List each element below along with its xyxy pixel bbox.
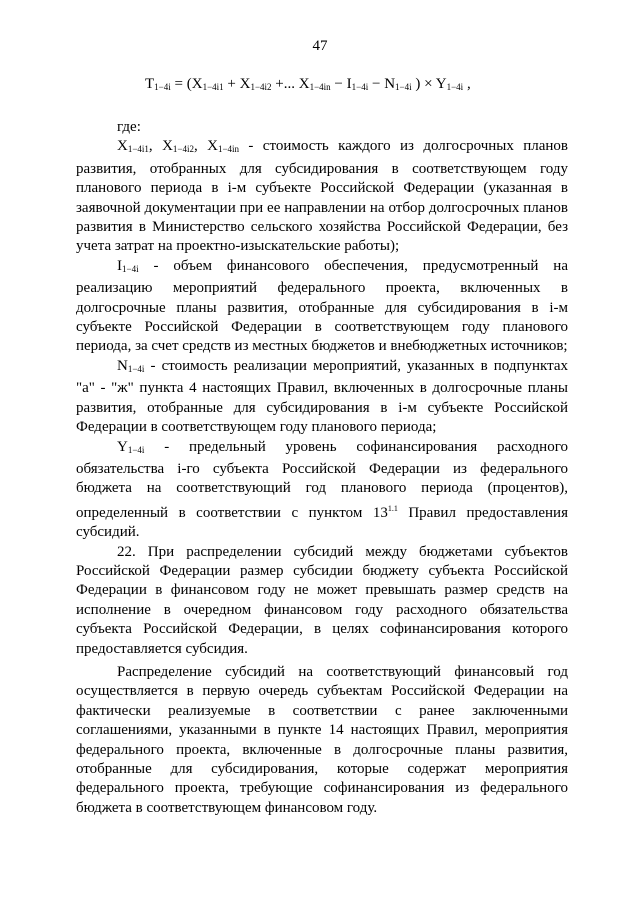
symbol-n: N bbox=[117, 357, 128, 374]
formula-tail: , bbox=[463, 76, 471, 92]
formula-i: I bbox=[346, 76, 352, 92]
symbol-x1-index: 1−4i1 bbox=[127, 144, 149, 155]
formula-xn: X bbox=[298, 76, 310, 92]
definition-i-text: - объем финансового обеспечения, предусмотренный на реализацию мероприятий федерального проекта, включенных в долгосрочные планы развития, отобранные для субсидирования в i-м субъекте Российской Федерации в соответствующем году планового периода, за счет средств из местных бюджетов и внебюджетных источников; bbox=[76, 257, 568, 355]
formula-x1: X bbox=[191, 76, 203, 92]
formula-y: Y bbox=[435, 76, 447, 92]
symbol-y-index: 1−4i bbox=[127, 444, 145, 455]
formula-n: N bbox=[384, 76, 396, 92]
symbol-x1: X bbox=[117, 138, 128, 155]
definition-y bbox=[76, 438, 568, 543]
definition-i bbox=[76, 257, 568, 357]
definition-y-text: - предельный уровень софинансирования расходного обязательства i-го субъекта Российской Федерации из федерального бюджета на соответствующий год планового периода (процентов), определенный в соответствии с пунктом 13 bbox=[76, 438, 568, 521]
formula-equals: = ( bbox=[170, 76, 192, 92]
formula-lhs: T bbox=[145, 76, 155, 92]
where-label: где: bbox=[117, 119, 141, 135]
formula-minus: − bbox=[368, 76, 385, 92]
formula-xn-index: 1−4in bbox=[309, 82, 331, 92]
separator: , bbox=[193, 138, 208, 155]
definition-n-text: - стоимость реализации мероприятий, указанных в подпунктах "а" - "ж" пункта 4 настоящих Правил, включенных в долгосрочные планы развития, отобранные для субсидирования в i-м субъекте Российской Федерации в соответствующем году планового периода; bbox=[76, 357, 568, 436]
allocation-formula bbox=[145, 76, 585, 93]
formula-y-index: 1−4i bbox=[446, 82, 464, 92]
formula-ellipsis: +... bbox=[271, 76, 299, 92]
symbol-i-index: 1−4i bbox=[122, 263, 139, 274]
formula-x1-index: 1−4i1 bbox=[202, 82, 224, 92]
paragraph-distribution: Распределение субсидий на соответствующий финансовый год осуществляется в первую очередь субъектам Российской Федерации на фактически реализуемые в соответствии с ранее заключенными соглашениями, указанными в пункте 14 настоящих Правил, мероприятия федерального проекта, включенные в долгосрочные планы развития, отобранные для субсидирования, которые содержат мероприятия федерального проекта, требующие софинансирования из федерального бюджета в соответствующем финансовом году. bbox=[76, 663, 568, 816]
definition-x-text: - стоимость каждого из долгосрочных планов развития, отобранных для субсидирования в соответствующем году планового периода в i-м субъекте Российской Федерации (указанная в заявочной документации при ее направлении на отбор долгосрочных планов развития в Министерство сельского хозяйства Российской Федерации, без учета затрат на проектно-изыскательские работы); bbox=[76, 138, 569, 255]
definition-y-text-end: Правил предоставления субсидий. bbox=[76, 504, 568, 541]
symbol-y: Y bbox=[117, 438, 128, 455]
symbol-i: I bbox=[117, 257, 122, 274]
formula-lhs-index: 1−4i bbox=[154, 82, 171, 92]
definition-n bbox=[76, 357, 568, 438]
clause-reference-superscript: 1.1 bbox=[387, 503, 398, 513]
symbol-xn: X bbox=[207, 138, 218, 155]
formula-minus: − bbox=[330, 76, 347, 92]
formula-i-index: 1−4i bbox=[351, 82, 369, 92]
formula-x2-index: 1−4i2 bbox=[250, 82, 272, 92]
formula-n-index: 1−4i bbox=[395, 82, 412, 92]
paragraph-22: 22. При распределении субсидий между бюджетами субъектов Российской Федерации размер субсидии бюджету субъекта Российской Федерации в финансовом году не может превышать размер средств на исполнение в очередном финансовом году расходного обязательства субъекта Российской Федерации, в целях софинансирования которого предоставляется субсидия. bbox=[76, 543, 568, 657]
separator: , bbox=[148, 138, 163, 155]
symbol-x2: X bbox=[162, 138, 173, 155]
formula-times: ) × bbox=[411, 76, 436, 92]
document-body bbox=[76, 118, 568, 818]
formula-x2: X bbox=[239, 76, 251, 92]
symbol-x2-index: 1−4i2 bbox=[172, 144, 194, 155]
page-number: 47 bbox=[312, 38, 328, 54]
definition-x bbox=[76, 137, 568, 256]
symbol-n-index: 1−4i bbox=[127, 363, 145, 374]
formula-plus: + bbox=[223, 76, 240, 92]
symbol-xn-index: 1−4in bbox=[217, 144, 240, 155]
